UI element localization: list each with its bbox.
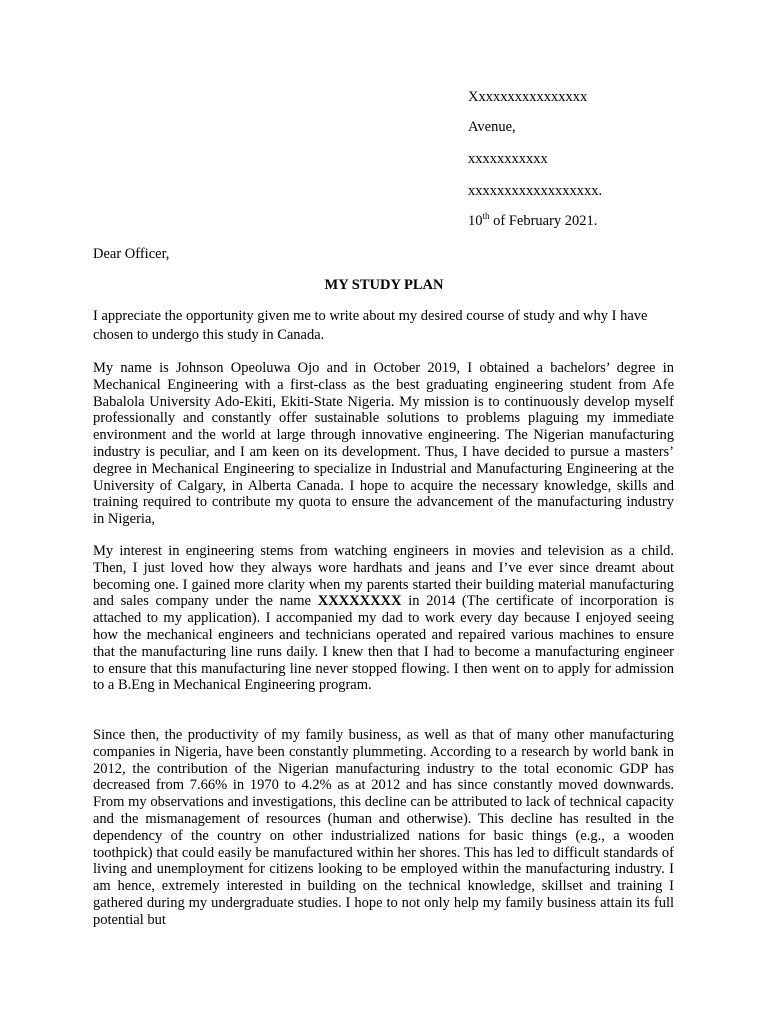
date-rest: of February 2021. xyxy=(489,213,598,229)
address-line-4: xxxxxxxxxxxxxxxxxx. xyxy=(468,183,603,199)
address-line-3: xxxxxxxxxxx xyxy=(468,151,548,167)
paragraph-interest-text-2: in 2014 (The certificate of incorporation is attached to my application). I accompanied my dad to work every day because I enjoyed seeing how the mechanical engineers and technicians operated and repaired various machines to ensure that the manufacturing line runs daily. I knew then that I had to become a manufacturing engineer to ensure that this manufacturing line never stopped flowing. I then went on to apply for admission to a B.Eng in Mechanical Engineering program. xyxy=(93,593,674,694)
paragraph-motivation: Since then, the productivity of my family business, as well as that of many other manufacturing companies in Nigeria, have been constantly plummeting. According to a research by world bank in 2012, the contribution of the Nigerian manufacturing industry to the total economic GDP has decreased from 7.66% in 1970 to 4.2% as at 2012 and has since constantly moved downwards. From my observations and investigations, this decline can be attributed to lack of technical capacity and the mismanagement of resources (human and otherwise). This decline has resulted in the dependency of the country on other industrialized nations for basic things (e.g., a wooden toothpick) that could easily be manufactured within her shores. This has led to difficult standards of living and unemployment for citizens looking to be employed within the manufacturing industry. I am hence, extremely interested in building on the technical knowledge, skillset and training I gathered during my undergraduate studies. I hope to not only help my family business attain its full potential but xyxy=(93,727,674,928)
address-line-1: Xxxxxxxxxxxxxxxx xyxy=(468,89,588,105)
company-name: XXXXXXXX xyxy=(317,593,402,610)
date-day: 10 xyxy=(468,213,483,229)
paragraph-interest xyxy=(93,543,674,694)
date-suffix: th xyxy=(482,211,490,222)
paragraph-background: My name is Johnson Opeoluwa Ojo and in October 2019, I obtained a bachelors’ degree in Mechanical Engineering with a first-class as the best graduating engineering student from Afe Babalola University Ado-Ekiti, Ekiti-State Nigeria. My mission is to continuously develop myself professionally and constantly offer sustainable solutions to problems plaguing my immediate environment and the world at large through innovative engineering. The Nigerian manufacturing industry is peculiar, and I am keen on its development. Thus, I have decided to pursue a masters’ degree in Mechanical Engineering to specialize in Industrial and Manufacturing Engineering at the University of Calgary, in Alberta Canada. I hope to acquire the necessary knowledge, skills and training required to contribute my quota to ensure the advancement of the manufacturing industry in Nigeria, xyxy=(93,360,674,528)
paragraph-interest-text-1: My interest in engineering stems from watching engineers in movies and television as a child. Then, I just loved how they always wore hardhats and jeans and I’ve ever since dreamt about becoming one. I gained more clarity when my parents started their building material manufacturing and sales company under the name xyxy=(93,543,674,610)
address-line-2: Avenue, xyxy=(468,119,516,135)
salutation: Dear Officer, xyxy=(93,246,170,262)
paragraph-intro: I appreciate the opportunity given me to write about my desired course of study and why I have chosen to undergo this study in Canada. xyxy=(93,308,648,343)
letter-date xyxy=(468,212,597,230)
document-title: MY STUDY PLAN xyxy=(324,277,444,293)
